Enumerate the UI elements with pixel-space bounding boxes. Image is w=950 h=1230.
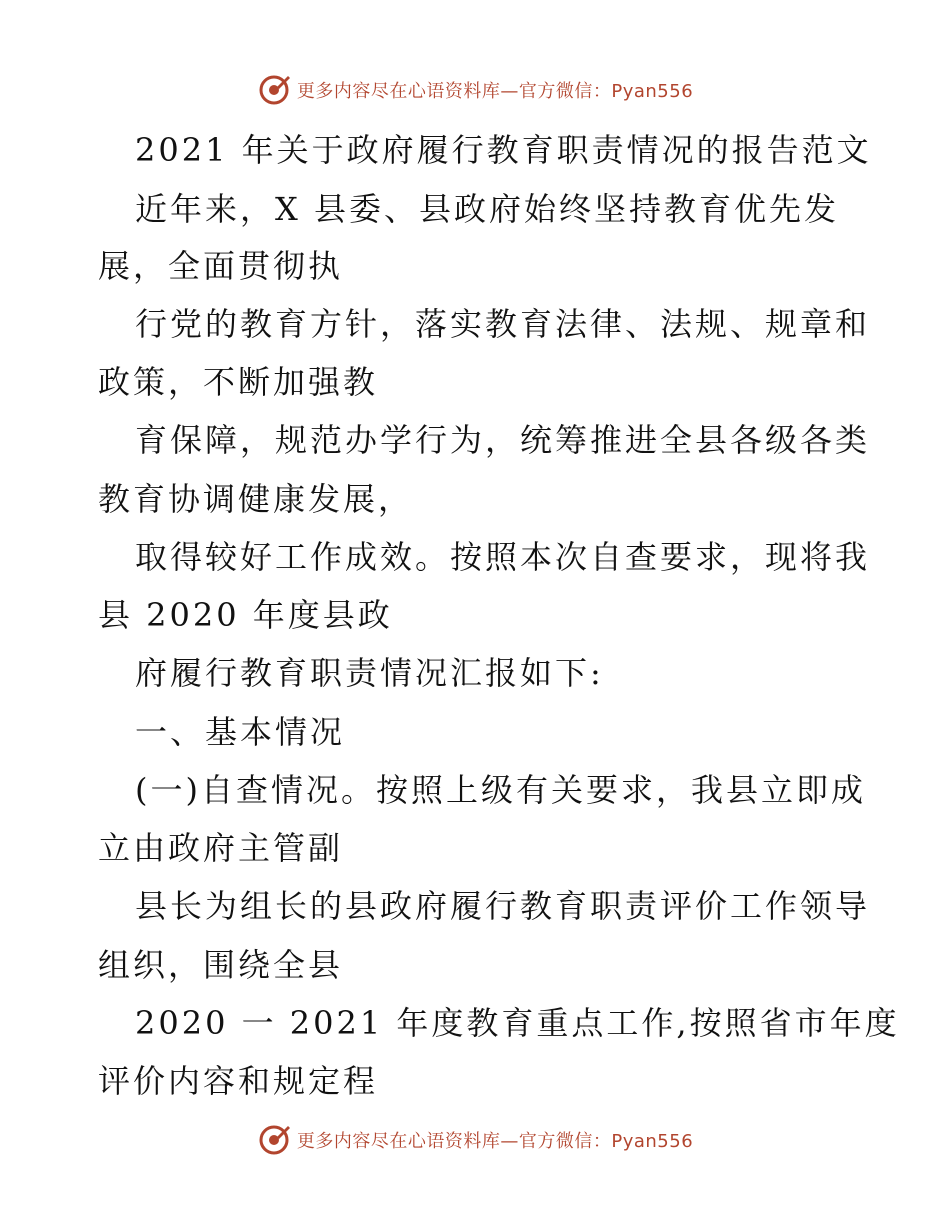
text-line: 县长为组长的县政府履行教育职责评价工作领导 [135,887,871,925]
text-line: 展，全面贯彻执 [98,247,344,285]
document-title: 2021 年关于政府履行教育职责情况的报告范文 [135,131,872,169]
text-line: 县 2020 年度县政 [98,596,393,634]
text-line: 教育协调健康发展， [98,480,414,518]
text-line: 府履行教育职责情况汇报如下: [135,654,604,692]
section-heading: 一、基本情况 [135,713,346,751]
text-line: 立由政府主管副 [98,829,344,867]
pen-logo-icon [257,73,291,107]
text-line: 取得较好工作成效。按照本次自查要求，现将我 [135,538,871,576]
text-line: 政策，不断加强教 [98,363,379,401]
text-line: 评价内容和规定程 [98,1062,379,1100]
text-line: 育保障，规范办学行为，统筹推进全县各级各类 [135,421,871,459]
text-line: 2020 一 2021 年度教育重点工作,按照省市年度 [135,1004,900,1042]
watermark-text: 更多内容尽在心语资料库—官方微信：Pyan556 [296,81,694,102]
text-line: (一)自查情况。按照上级有关要求，我县立即成 [135,771,866,809]
header-watermark [0,70,950,110]
text-line: 近年来，X 县委、县政府始终坚持教育优先发 [135,190,839,228]
pen-logo-icon [257,1123,291,1157]
footer-watermark [0,1120,950,1160]
watermark-text: 更多内容尽在心语资料库—官方微信：Pyan556 [296,1131,694,1152]
text-line: 组织，围绕全县 [98,946,344,984]
text-line: 行党的教育方针，落实教育法律、法规、规章和 [135,305,871,343]
